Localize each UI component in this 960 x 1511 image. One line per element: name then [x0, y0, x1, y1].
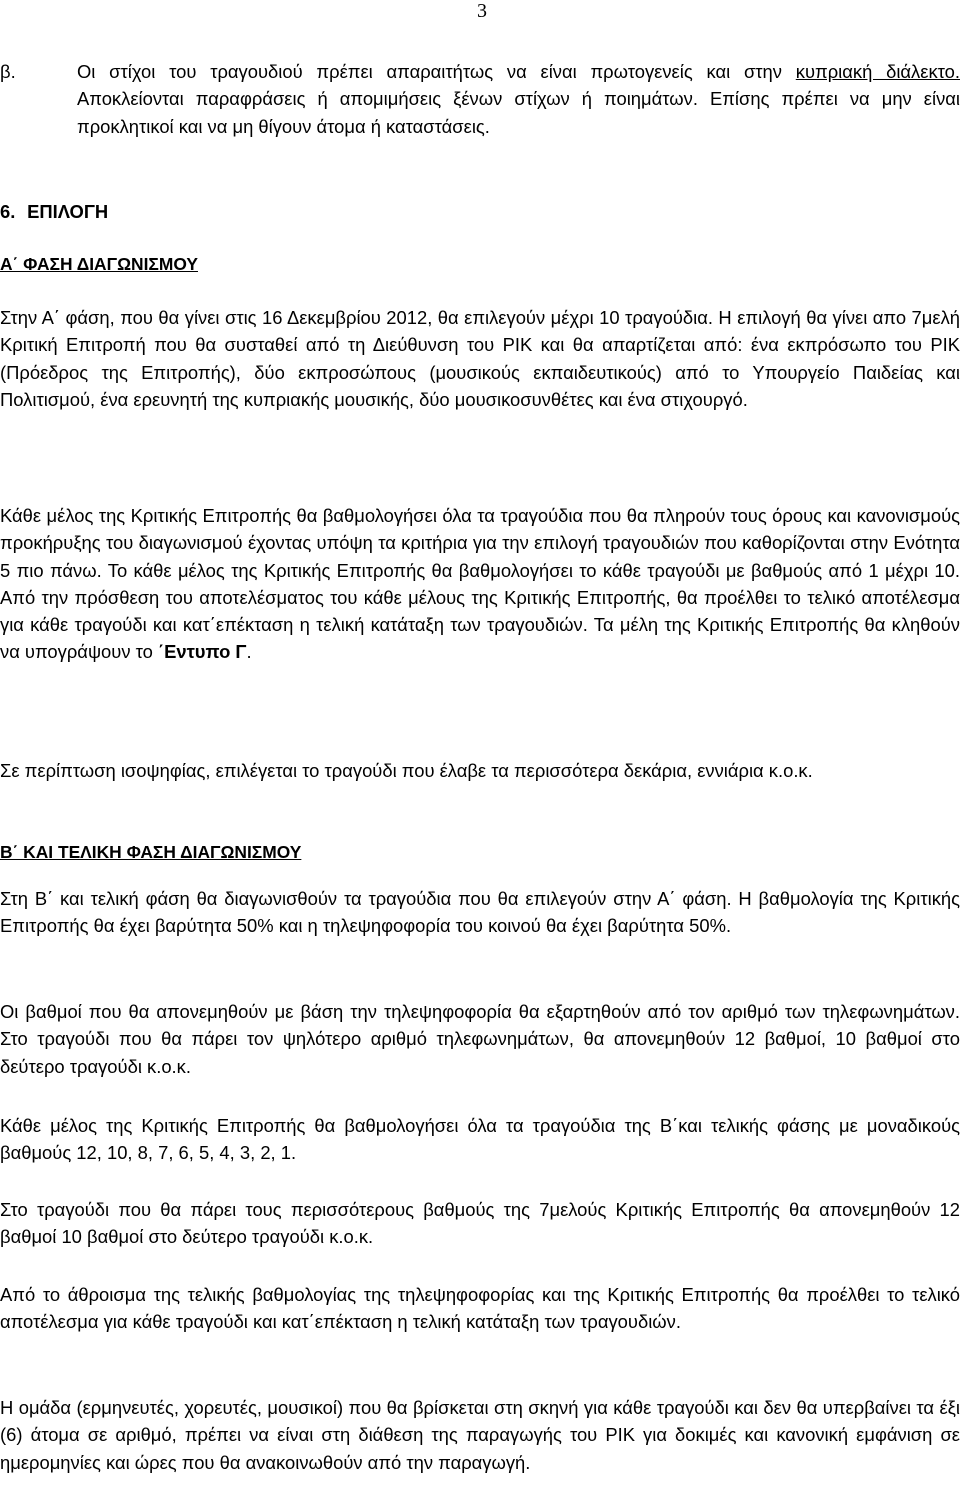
phase-a-p2-body: Κάθε μέλος της Κριτικής Επιτροπής θα βαθμολογήσει όλα τα τραγούδια που θα πληρούν τους όρους και κανονισμούς προκήρυξης του διαγωνισμού έχοντας υπόψη τα κριτήρια για την επιλογή τραγουδιών που καθορίζονται στην Ενότητα 5 πιο πάνω. Το κάθε μέλος της Κριτικής Επιτροπής θα βαθμολογήσει το κάθε τραγούδι με βαθμούς από 1 μέχρι 10. Από την πρόσθεση του αποτελέσματος του κάθε μέλους της Κριτικής Επιτροπής, θα προέλθει το τελικό αποτέλεσμα για κάθε τραγούδι και κατ΄επέκταση η τελική κατάταξη των τραγουδιών. Τα μέλη της Κριτικής Επιτροπής θα κληθούν να υπογράψουν το	[0, 505, 960, 663]
phase-b-paragraph-1	[0, 885, 960, 940]
list-item-text-start: Οι στίχοι του τραγουδιού πρέπει απαραιτήτως να είναι πρωτογενείς και στην	[77, 61, 782, 82]
phase-b-paragraph-4	[0, 1196, 960, 1251]
phase-a-paragraph-1	[0, 304, 960, 413]
phase-a-p2-end: .	[246, 641, 252, 663]
phase-a-paragraph-2	[0, 502, 960, 666]
phase-b-p4-text: Στο τραγούδι που θα πάρει τους περισσότερους βαθμούς της 7μελούς Κριτικής Επιτροπής θα απονεμηθούν 12 βαθμοί 10 βαθμοί στο δεύτερο τραγούδι κ.ο.κ.	[0, 1199, 960, 1248]
section-title: ΕΠΙΛΟΓΗ	[27, 201, 109, 222]
phase-b-p1-text: Στη Β΄ και τελική φάση θα διαγωνισθούν τα τραγούδια που θα επιλεγούν στην Α΄ φάση. Η βαθμολογία της Κριτικής Επιτροπής θα έχει βαρύτητα 50% και η τηλεψηφοφορία του κοινού θα έχει βαρύτητα 50%.	[0, 888, 960, 937]
phase-a-heading: Α΄ ΦΑΣΗ ΔΙΑΓΩΝΙΣΜΟΥ	[0, 254, 198, 274]
list-item-label: β.	[0, 61, 16, 82]
phase-b-p6-text: Η ομάδα (ερμηνευτές, χορευτές, μουσικοί) που θα βρίσκεται στη σκηνή για κάθε τραγούδι και δεν θα υπερβαίνει τα έξι (6) άτομα σε αριθμό, πρέπει να είναι στη διάθεση της παραγωγής του ΡΙΚ για δοκιμές και κανονική εμφάνιση σε ημερομηνίες και ώρες που θα ανακοινωθούν από την παραγωγή.	[0, 1397, 960, 1473]
form-reference: ΄Εντυπο Γ	[157, 641, 247, 663]
phase-b-paragraph-3	[0, 1112, 960, 1167]
phase-b-paragraph-5	[0, 1281, 960, 1336]
section-heading-6	[0, 198, 108, 225]
phase-b-p3-text: Κάθε μέλος της Κριτικής Επιτροπής θα βαθμολογήσει όλα τα τραγούδια της Β΄και τελικής φάσης με μοναδικούς βαθμούς 12, 10, 8, 7, 6, 5, 4, 3, 2, 1.	[0, 1115, 960, 1164]
phase-b-p5-text: Από το άθροισμα της τελικής βαθμολογίας της τηλεψηφοφορίας και της Κριτικής Επιτροπής θα προέλθει το τελικό αποτέλεσμα για κάθε τραγούδι και κατ΄επέκταση η τελική κατάταξη των τραγουδιών.	[0, 1284, 960, 1333]
phase-b-heading: Β΄ ΚΑΙ ΤΕΛΙΚΗ ΦΑΣΗ ΔΙΑΓΩΝΙΣΜΟΥ	[0, 842, 302, 862]
underlined-phrase: κυπριακή διάλεκτο.	[795, 61, 960, 82]
phase-a-p1-text: Στην Α΄ φάση, που θα γίνει στις 16 Δεκεμβρίου 2012, θα επιλεγούν μέχρι 10 τραγούδια. Η επιλογή θα γίνει απο 7μελή Κριτική Επιτροπή που θα συσταθεί από τη Διεύθυνση του ΡΙΚ και θα απαρτίζεται από: ένα εκπρόσωπο του ΡΙΚ (Πρόεδρος της Επιτροπής), δύο εκπροσώπους (μουσικούς εκπαιδευτικούς) από το Υπουργείο Παιδείας και Πολιτισμού, ένα ερευνητή της κυπριακής μουσικής, δύο μουσικοσυνθέτες και ένα στιχουργό.	[0, 307, 960, 410]
section-number: 6.	[0, 201, 16, 222]
phase-a-p3-text: Σε περίπτωση ισοψηφίας, επιλέγεται το τραγούδι που έλαβε τα περισσότερα δεκάρια, εννιάρια κ.ο.κ.	[0, 760, 813, 781]
list-item-text-end: Αποκλείονται παραφράσεις ή απομιμήσεις ξένων στίχων ή ποιημάτων. Επίσης πρέπει να μην είναι προκλητικοί και να μη θίγουν άτομα ή καταστάσεις.	[77, 88, 960, 137]
phase-b-p2-text: Οι βαθμοί που θα απονεμηθούν με βάση την τηλεψηφοφορία θα εξαρτηθούν από τον αριθμό των τηλεφωνημάτων. Στο τραγούδι που θα πάρει τον ψηλότερο αριθμό τηλεφωνημάτων, θα απονεμηθούν 12 βαθμοί, 10 βαθμοί στο δεύτερο τραγούδι κ.ο.κ.	[0, 1001, 960, 1077]
list-item-text	[77, 58, 960, 140]
phase-b-paragraph-2	[0, 998, 960, 1080]
phase-b-paragraph-6	[0, 1394, 960, 1476]
page-number: 3	[477, 0, 487, 22]
phase-a-paragraph-3	[0, 757, 960, 784]
phase-a-p2-text	[0, 502, 960, 666]
